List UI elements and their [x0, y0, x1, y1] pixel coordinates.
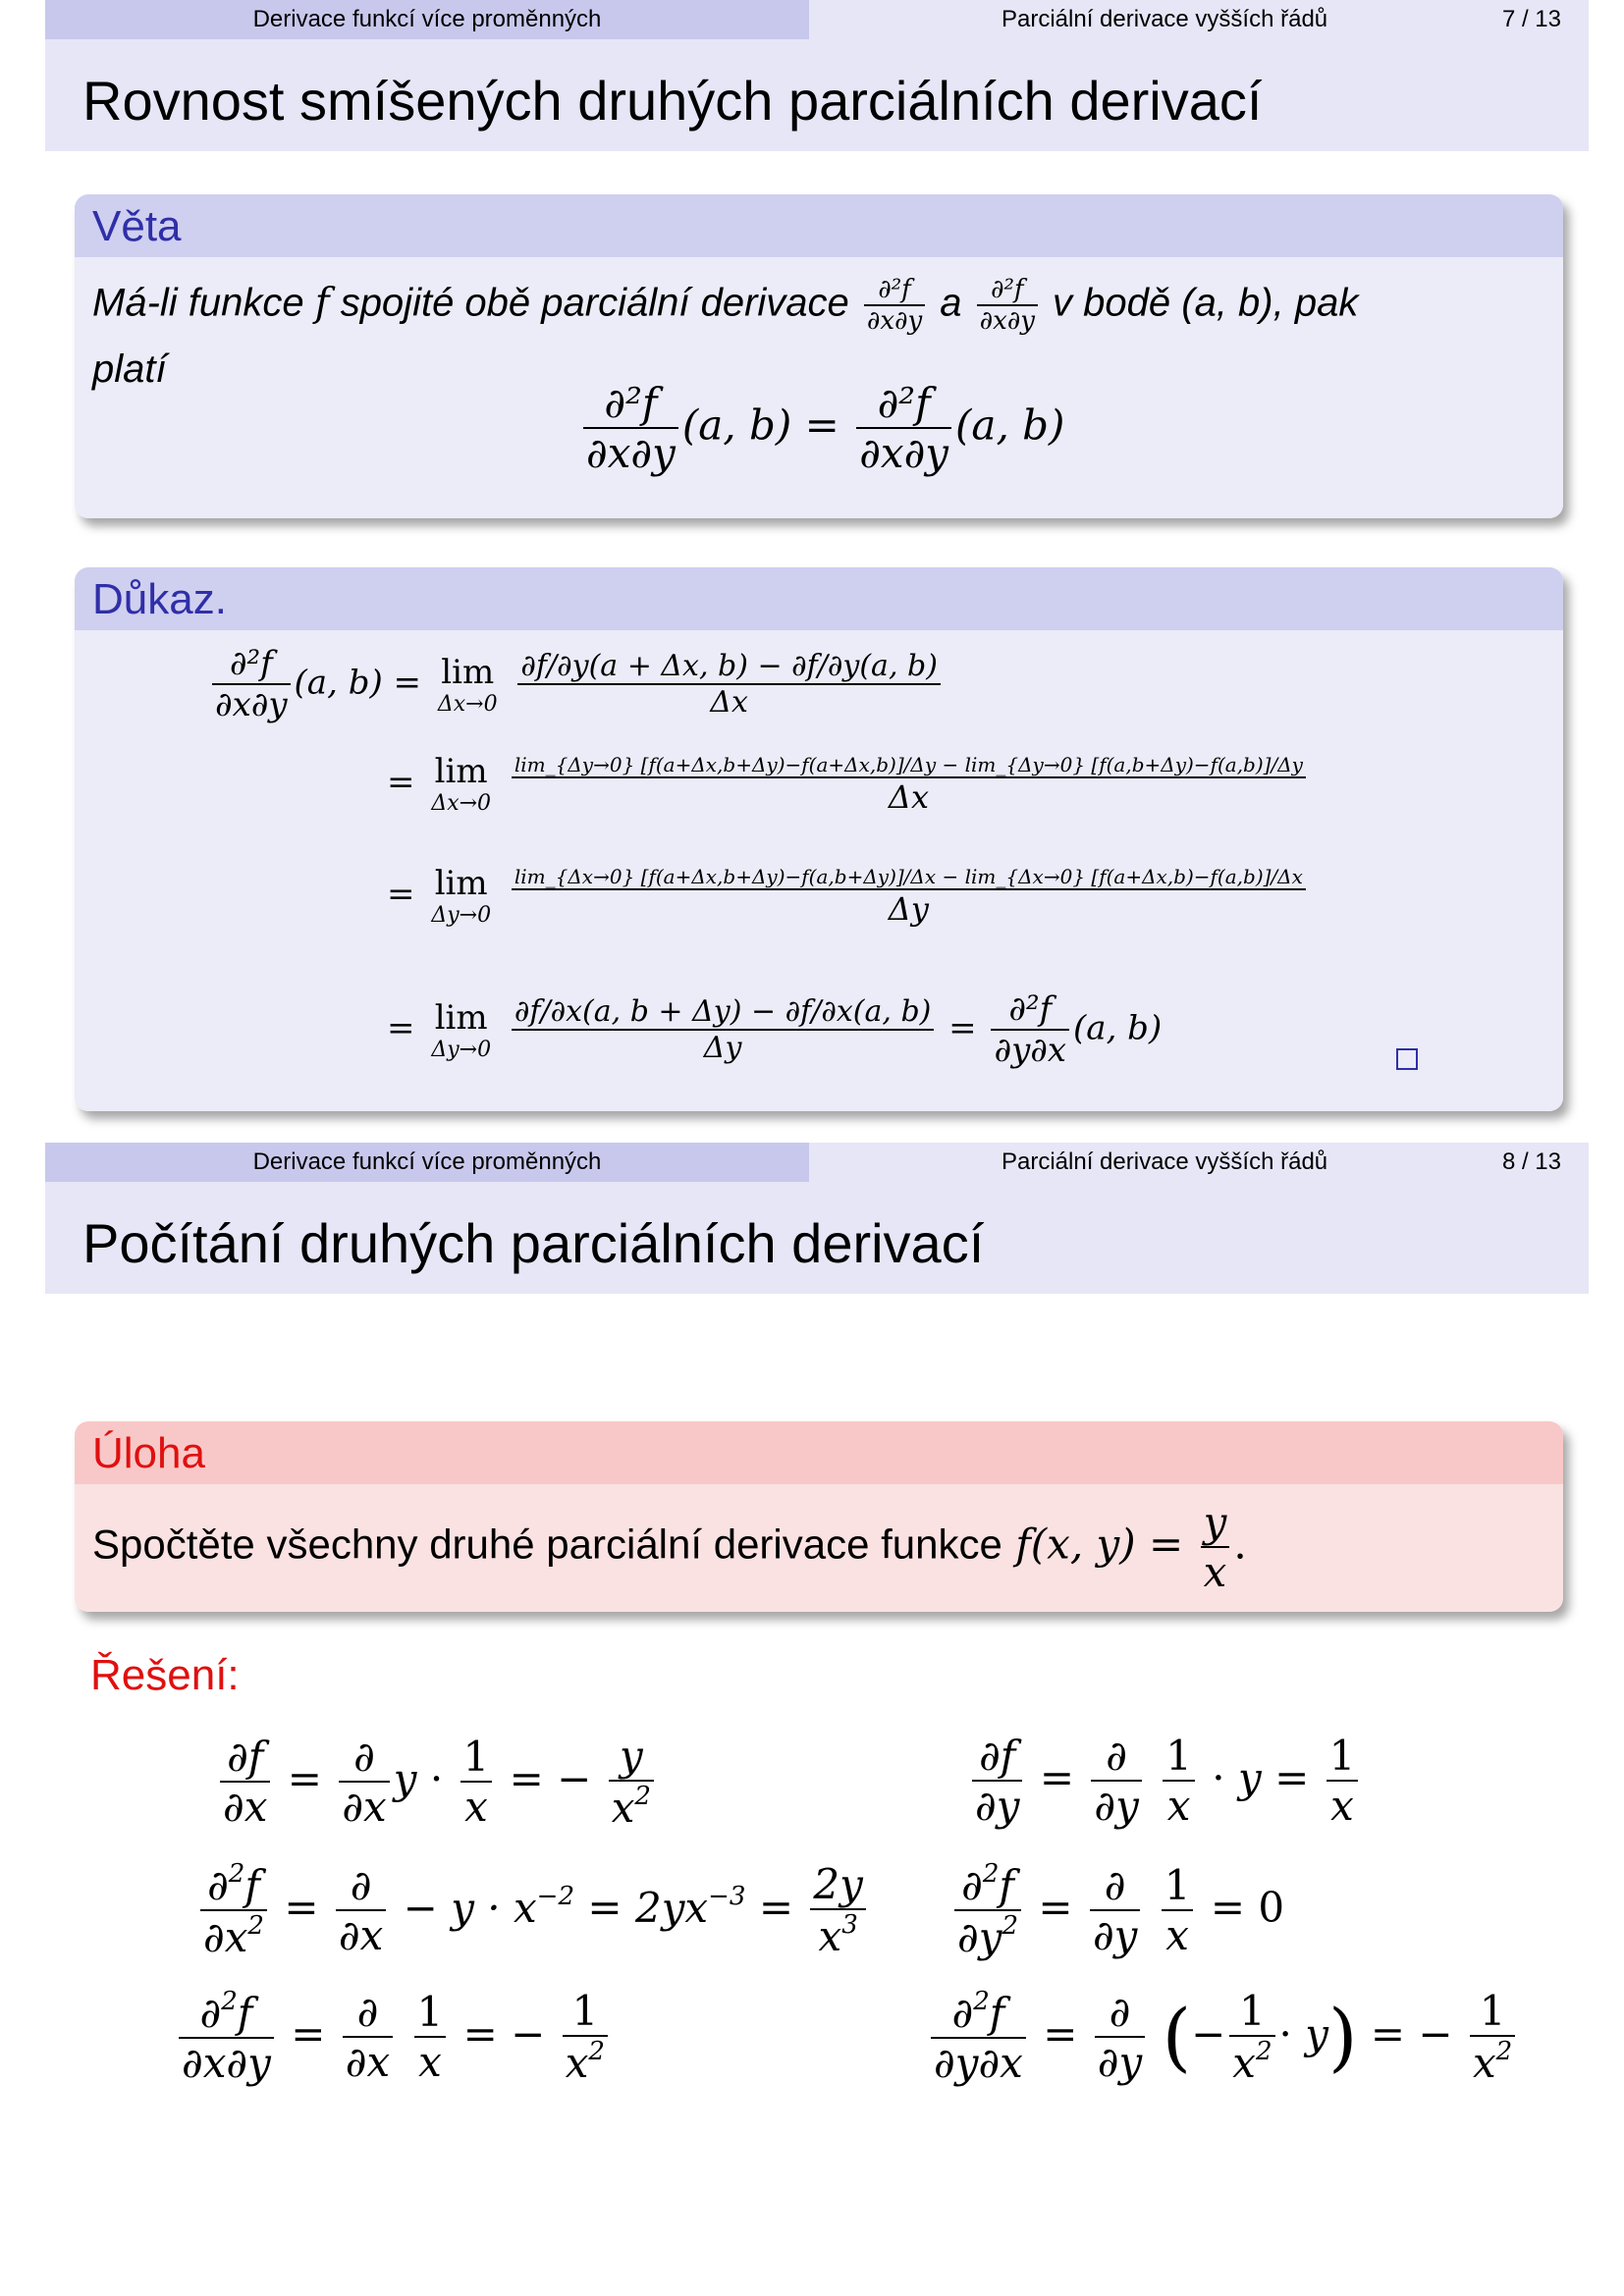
qed-square-icon — [1396, 1048, 1418, 1070]
numerator: lim_{Δx→0} [f(a+Δx,b+Δy)−f(a,b+Δy)]/Δx − lim_{Δx→0} [f(a+Δx,b)−f(a,b)]/Δx — [514, 864, 1303, 888]
numerator: ∂²f — [877, 379, 931, 427]
numerator: ∂²f — [229, 644, 273, 683]
eq-d2f-dxdy: $\frac{\partial^2f}{\partial x\partial y}$ = $\frac{\partial}{\partial x}$ $\frac{1}{x}$ = − $\frac{1}{x^2}$ — [175, 1987, 612, 2087]
theorem-text-post: v bodě (a, b), pak — [1053, 281, 1359, 325]
limit-dx — [438, 653, 498, 717]
proof-line-2 — [387, 752, 1310, 816]
proof-fraction-3 — [512, 865, 1306, 928]
headline-section: Parciální derivace vyšších řádů — [1001, 6, 1328, 32]
task-function: f(x, y) = — [1015, 1520, 1184, 1569]
task-body — [75, 1484, 1563, 1612]
theorem-equation — [579, 379, 1064, 477]
headline-section: Parciální derivace vyšších řádů — [1001, 1148, 1328, 1175]
task-block — [75, 1421, 1563, 1612]
lim-word: lim — [434, 997, 488, 1038]
numerator: ∂²f — [878, 275, 911, 304]
denominator: x — [1201, 1546, 1230, 1596]
headline-bar — [45, 0, 1589, 39]
frame-title: Počítání druhých parciálních derivací — [82, 1212, 985, 1274]
rhs-arg: (a, b) — [955, 400, 1065, 450]
proof-fraction-1 — [517, 649, 941, 720]
frame-title: Rovnost smíšených druhých parciálních derivací — [82, 70, 1263, 132]
headline-right — [809, 1143, 1589, 1182]
page-number: 8 / 13 — [1501, 1148, 1561, 1175]
theorem-line-2: platí — [92, 347, 167, 391]
lim-word: lim — [434, 752, 488, 791]
eq-d2f-dx2: $\frac{\partial^2f}{\partial x^2}$ = $\frac{\partial}{\partial x}$ − $y \cdot x^{-2} = 2yx^{-3}$ = $\frac{2y}{x^3}$ — [196, 1859, 870, 1961]
limit-dy — [431, 998, 491, 1062]
deriv-xy-2 — [977, 275, 1038, 336]
denominator: ∂x∂y — [864, 304, 925, 336]
theorem-body — [75, 257, 1563, 518]
eq-d2f-dy2: $\frac{\partial^2f}{\partial y^2}$ = $\frac{\partial}{\partial y}$ $\frac{1}{x}$ = 0 — [950, 1859, 1284, 1961]
proof-title: Důkaz. — [75, 567, 1563, 630]
proof-fraction-4 — [512, 994, 934, 1065]
lim-sub: Δy→0 — [431, 903, 492, 928]
term-b: lim_{Δy→0} [f(a,b+Δy)−f(a,b)]/Δy — [964, 752, 1303, 776]
proof-body — [75, 630, 1563, 1111]
numerator: y — [1203, 1498, 1227, 1546]
limit-dy — [431, 864, 491, 928]
headline-bar — [45, 1143, 1589, 1182]
limit-dx — [431, 752, 491, 816]
headline-left: Derivace funkcí více proměnných — [45, 1143, 809, 1182]
task-title: Úloha — [75, 1421, 1563, 1484]
equals: = — [387, 875, 415, 914]
theorem-text-pre: Má-li funkce — [92, 281, 304, 325]
eq-d2f-dydx: $\frac{\partial^2f}{\partial y\partial x}$ = $\frac{\partial}{\partial y}$ (− $\frac{1}{x^2}$ · y) = − $\frac{1}{x^2}$ — [927, 1987, 1519, 2087]
page-number: 7 / 13 — [1501, 6, 1561, 32]
term-b: lim_{Δx→0} [f(a+Δx,b)−f(a,b)]/Δx — [964, 864, 1303, 888]
theorem-title: Věta — [75, 194, 1563, 257]
lim-word: lim — [441, 652, 495, 692]
solution-label: Řešení: — [90, 1651, 240, 1699]
theorem-f: f — [314, 280, 330, 326]
proof-line-4 — [387, 989, 1162, 1070]
equals: = — [387, 763, 415, 802]
numerator: ∂²f — [604, 379, 658, 427]
theorem-text-mid: spojité obě parciální derivace — [340, 281, 849, 325]
denominator: Δy — [512, 1029, 934, 1065]
eq-df-dy: $\frac{\partial f}{\partial y}$ = $\frac{\partial}{\partial y}$ $\frac{1}{x}$ · y = $\frac{1}{x}$ — [968, 1732, 1362, 1830]
denominator: ∂x∂y — [856, 427, 951, 477]
headline-right — [809, 0, 1589, 39]
denominator: Δy — [512, 888, 1306, 928]
theorem-and: a — [940, 281, 962, 325]
lim-sub: Δy→0 — [431, 1037, 492, 1062]
denominator: ∂x∂y — [583, 427, 678, 477]
proof-fraction-2 — [512, 753, 1306, 816]
numerator: lim_{Δy→0} [f(a+Δx,b+Δy)−f(a+Δx,b)]/Δy − lim_{Δy→0} [f(a,b+Δy)−f(a,b)]/Δy — [514, 752, 1303, 776]
denominator: Δx — [517, 683, 941, 720]
lim-word: lim — [434, 864, 488, 903]
lim-sub: Δx→0 — [437, 691, 498, 717]
term-a: lim_{Δx→0} [f(a+Δx,b+Δy)−f(a,b+Δy)]/Δx — [514, 864, 937, 888]
task-text — [92, 1498, 1247, 1596]
rhs-fraction — [856, 379, 951, 477]
deriv-xy-1 — [864, 275, 925, 336]
numerator: ∂f/∂y(a + Δx, b) − ∂f/∂y(a, b) — [520, 649, 938, 683]
denominator: ∂x∂y — [212, 683, 291, 724]
proof-line-3 — [387, 864, 1310, 928]
headline-left: Derivace funkcí více proměnných — [45, 0, 809, 39]
equals: = — [948, 1008, 977, 1048]
lhs-arg: (a, b) — [681, 400, 792, 450]
denominator: ∂x∂y — [977, 304, 1038, 336]
term-a: lim_{Δy→0} [f(a+Δx,b+Δy)−f(a+Δx,b)]/Δy — [514, 752, 937, 776]
denominator: Δx — [512, 776, 1306, 816]
equals: = — [804, 400, 839, 450]
theorem-line-1 — [92, 275, 1358, 336]
frame-title-bar — [45, 39, 1589, 151]
numerator: ∂²f — [991, 275, 1024, 304]
numerator: ∂²f — [1008, 989, 1053, 1029]
numerator: ∂f/∂x(a, b + Δy) − ∂f/∂x(a, b) — [514, 994, 932, 1029]
proof-result-arg: (a, b) — [1073, 1008, 1163, 1048]
proof-result-fraction — [991, 989, 1069, 1070]
proof-lhs-arg: (a, b) — [294, 663, 383, 703]
lim-sub: Δx→0 — [431, 791, 492, 816]
frame-title-bar — [45, 1182, 1589, 1294]
task-period: . — [1233, 1520, 1247, 1569]
task-sentence: Spočtěte všechny druhé parciální derivace funkce — [92, 1521, 1002, 1568]
task-fraction — [1201, 1498, 1230, 1596]
theorem-block — [75, 194, 1563, 518]
proof-line-1 — [208, 644, 945, 724]
equals: = — [393, 663, 422, 703]
eq-df-dx: $\frac{\partial f}{\partial x}$ = $\frac{\partial}{\partial x}$ y · $\frac{1}{x}$ = − $\frac{y}{x^2}$ — [216, 1732, 658, 1832]
proof-block — [75, 567, 1563, 1111]
lhs-fraction — [583, 379, 678, 477]
proof-lhs-fraction — [212, 644, 291, 724]
equals: = — [387, 1008, 415, 1048]
denominator: ∂y∂x — [991, 1029, 1069, 1070]
